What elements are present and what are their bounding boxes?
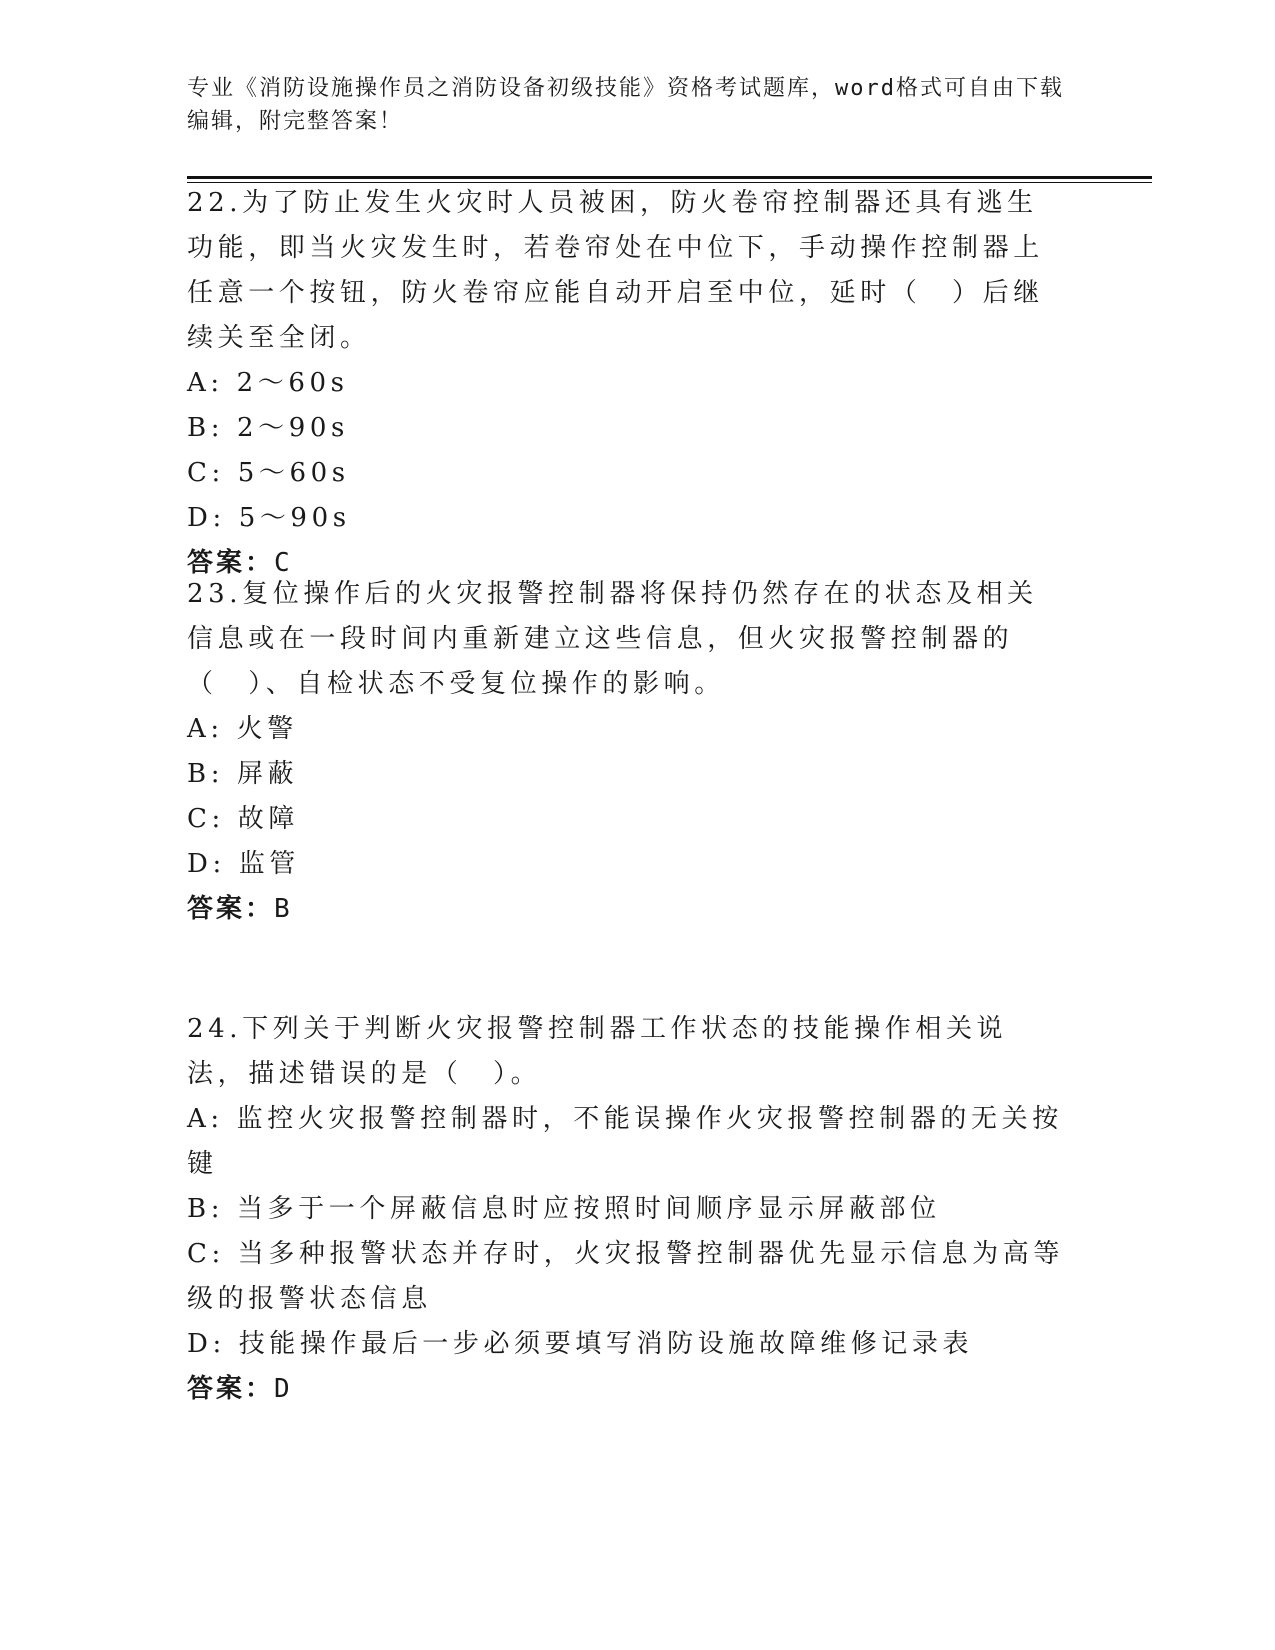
option-a (187, 361, 1067, 406)
option-c (187, 1232, 1067, 1322)
option-a (187, 1097, 1067, 1187)
option-key: B: (187, 413, 225, 443)
option-text: 监管 (238, 849, 300, 879)
option-b (187, 406, 1067, 451)
answer-value: B (274, 894, 293, 924)
option-key: B: (187, 1194, 225, 1224)
answer-label: 答案： (187, 1374, 275, 1404)
option-text: 5～60s (237, 458, 350, 488)
option-key: D: (187, 849, 226, 879)
option-c (187, 797, 1067, 842)
question-stem: 22.为了防止发生火灾时人员被困，防火卷帘控制器还具有逃生功能，即当火灾发生时，若卷帘处在中位下，手动操作控制器上任意一个按钮，防火卷帘应能自动开启至中位，延时（ ）后继续关至全闭。 (187, 188, 1044, 353)
option-text: 5～90s (238, 503, 351, 533)
option-key: C: (187, 1239, 225, 1269)
option-b (187, 1187, 1067, 1232)
option-key: D: (187, 1329, 226, 1359)
option-text: 故障 (237, 804, 299, 834)
option-text: 2～90s (236, 413, 349, 443)
option-key: A: (187, 368, 224, 398)
option-d (187, 496, 1067, 541)
answer-value: C (274, 548, 293, 578)
answer-label: 答案： (187, 894, 275, 924)
option-text: 2～60s (236, 368, 349, 398)
question-24 (187, 1007, 1067, 1412)
header-divider-thick (187, 176, 1152, 179)
document-header: 专业《消防设施操作员之消防设备初级技能》资格考试题库，word格式可自由下载编辑，附完整答案！ (187, 76, 1064, 134)
option-text: 监控火灾报警控制器时，不能误操作火灾报警控制器的无关按键 (187, 1104, 1063, 1179)
option-text: 屏蔽 (236, 759, 299, 789)
option-text: 当多种报警状态并存时，火灾报警控制器优先显示信息为高等级的报警状态信息 (187, 1239, 1064, 1314)
option-key: C: (187, 804, 225, 834)
answer-line (187, 1367, 1067, 1412)
option-c (187, 451, 1067, 496)
question-stem: 23.复位操作后的火灾报警控制器将保持仍然存在的状态及相关信息或在一段时间内重新建立这些信息，但火灾报警控制器的（ ）、自检状态不受复位操作的影响。 (187, 579, 1038, 699)
answer-line (187, 887, 1067, 932)
option-key: D: (187, 503, 226, 533)
option-text: 火警 (236, 714, 298, 744)
answer-value: D (274, 1374, 293, 1404)
question-23 (187, 572, 1067, 932)
option-b (187, 752, 1067, 797)
option-d (187, 1322, 1067, 1367)
option-key: B: (187, 759, 225, 789)
option-a (187, 707, 1067, 752)
option-d (187, 842, 1067, 887)
option-key: A: (187, 1104, 224, 1134)
question-stem: 24.下列关于判断火灾报警控制器工作状态的技能操作相关说法，描述错误的是（ ）。 (187, 1014, 1008, 1089)
option-key: C: (187, 458, 225, 488)
answer-label: 答案： (187, 548, 275, 578)
option-text: 当多于一个屏蔽信息时应按照时间顺序显示屏蔽部位 (236, 1194, 941, 1224)
option-text: 技能操作最后一步必须要填写消防设施故障维修记录表 (238, 1329, 974, 1359)
question-22 (187, 181, 1067, 586)
option-key: A: (187, 714, 224, 744)
